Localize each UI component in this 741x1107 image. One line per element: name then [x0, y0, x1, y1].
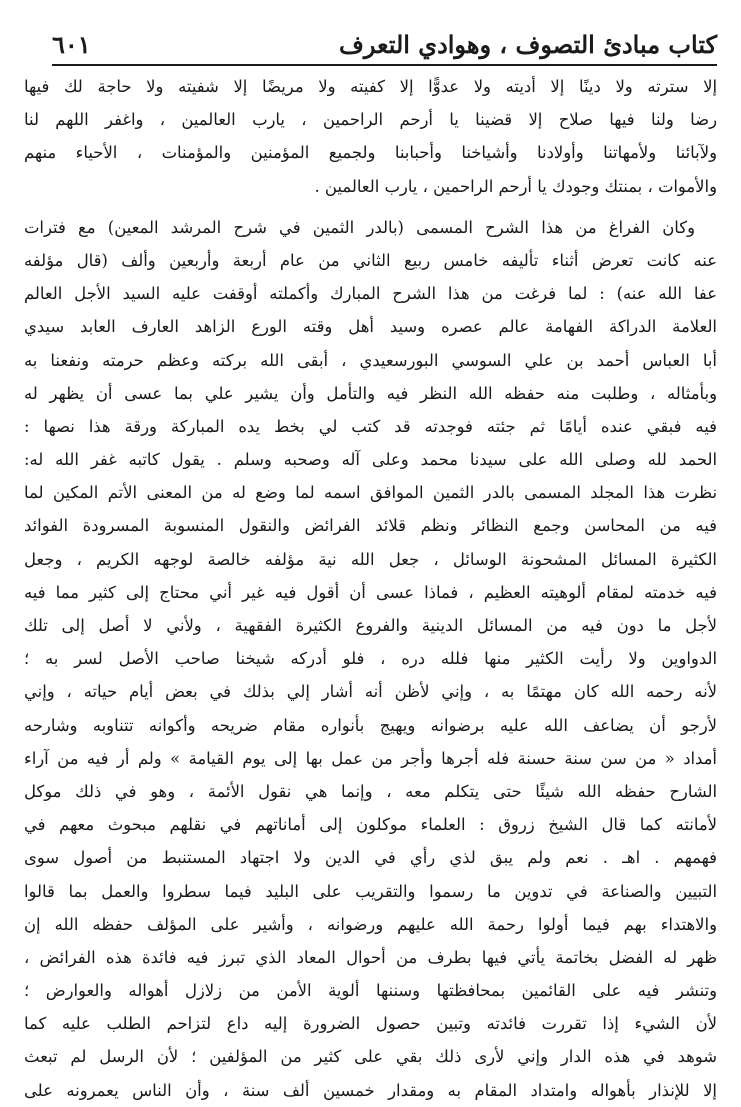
text-line: أمداد « من سن سنة حسنة فله أجرها وأجر من عمل بها إلى يوم القيامة » ولم أر فيه من آراء	[24, 748, 717, 768]
text-line: والاهتداء بهم فيما أولوا رحمة الله عليهم ورضوانه ، وأشير على المؤلف حفظه الله إن	[24, 914, 717, 934]
paragraph-dua	[24, 70, 717, 203]
text-line: العلامة الدراكة الفهامة عالم عصره وسيد أهل وقته الورع الزاهد العارف العابد سيدي	[24, 317, 717, 337]
text-line: الكثيرة المسائل المشحونة الوسائل ، جعل الله نية مؤلفه خالصة لوجهه الكريم ، وجعل	[24, 549, 717, 569]
running-title: كتاب مبادئ التصوف ، وهوادي التعرف	[339, 30, 717, 59]
text-line: نظرت هذا المجلد المسمى بالدر الثمين الموافق اسمه لما وضع له من المعنى الأتم المكين لما	[24, 483, 717, 503]
text-line: الحمد لله وصلى الله على سيدنا محمد وعلى آله وصحبه وسلم . يقول كاتبه غفر الله له:	[24, 450, 717, 470]
text-line: إلا سترته ولا دينًا إلا أديته ولا عدوًّا إلا كفيته ولا مريضًا إلا شفيته ولا حاجة لك فيها	[24, 77, 717, 96]
text-line: رضا ولنا فيها صلاح إلا قضينا يا أرحم الراحمين ، يارب العالمين ، واغفر اللهم لنا	[24, 110, 717, 130]
text-line: شوهد في هذه الدار وإني لأرى ذلك بقي على كثير من المؤلفين ؛ لأن الرسل لم تبعث	[24, 1047, 717, 1067]
text-line: وتنشر فيه على القائمين بمحافظتها وسننها ألوية الأمن من زلازل أهواله والعوارض ؛	[24, 981, 717, 1001]
text-line: التبيين والصناعة في تدوين ما رسموا والتقريب على البليد فيما سطروا والعمل بما قالوا	[24, 881, 717, 901]
text-line: فيه فبقي عنده أيامًا ثم جئته فوجدته قد كتب لي بخط يده المباركة ورقة هذا نصها :	[24, 416, 717, 436]
paragraph-completion	[24, 211, 717, 1107]
text-line: لأن الشيء إذا تقررت فائدته وتبين حصول الضرورة إليه داع لتزاحم الطلب عليه كما	[24, 1014, 717, 1034]
page-body	[24, 70, 717, 1107]
text-line: الدواوين ولا رأيت الكثير منها فلله دره ، فلو أدركه شيخنا صاحب الأصل لسر به ؛	[24, 649, 717, 669]
text-line: ولآبائنا ولأمهاتنا وأولادنا وأشياخنا وأحبابنا ولجميع المؤمنين والمؤمنات ، الأحياء منهم	[24, 143, 717, 163]
text-line: ظهر له الفضل بخاتمة يأتي فيها بطرف من أحوال المعاد الذي تبرز فيه فائدة هذه الفرائض ،	[24, 947, 717, 967]
text-line: الشارح حفظه الله شيئًا حتى يتكلم معه ، وإنما هي نقول الأئمة ، وهو في ذلك موكل	[24, 781, 717, 801]
text-line: لأنه رحمه الله كان مهتمًا به ، وإني لأظن أنه أشار إلي بذلك في بعض أيام حياته ، وإني	[24, 682, 717, 702]
text-line: فهمهم . اهـ . نعم ولم يبق لذي رأي في الدين ولا اجتهاد المستنبط من أصول سوى	[24, 848, 717, 868]
text-line: فيه من المحاسن وجمع النظائر ونظم قلائد الفرائض والنقول المنسوبة المسرودة الفوائد	[24, 516, 717, 536]
page-header	[52, 28, 717, 66]
text-line: وبأمثاله ، وطلبت منه حفظه الله النظر فيه والتأمل وأن يشير علي بما عسى أن يظهر له	[24, 383, 717, 403]
text-line: فيه خدمته لمقام ألوهيته العظيم ، فماذا عسى أن أقول فيه غير أني محتاج إلى كثير مما فيه	[24, 582, 717, 602]
text-line: إلا للإنذار بأهواله وامتداد المقام به ومقدار خمسين ألف سنة ، وأن الناس يعمرونه على	[24, 1080, 717, 1100]
text-line: والأموات ، بمنتك وجودك يا أرحم الراحمين ، يارب العالمين .	[314, 176, 717, 196]
text-line: عفا الله عنه) : لما فرغت من هذا الشرح المبارك وأكملته أوقفت عليه السيد الأجل العالم	[24, 284, 717, 304]
text-line: أبا العباس أحمد بن علي السوسي البورسعيدي ، أبقى الله بركته وعظم حرمته ونفعنا به	[24, 350, 717, 370]
text-line: لأرجو أن يضاعف الله عليه برضوانه ويهيج بأنواره مقام ضريحه وأكوانه تتناوبه وشارحه	[24, 715, 717, 735]
text-line: لأجل ما دون فيه من المسائل الدينية والفروع الكثيرة الفقهية ، ولأني لا أصل إلى تلك	[24, 616, 717, 635]
text-line: لأمانته كما قال الشيخ زروق : العلماء موكلون إلى أماناتهم في نقلهم مبحوث معهم في	[24, 815, 717, 835]
page-number: ٦٠١	[52, 30, 91, 59]
text-line: وكان الفراغ من هذا الشرح المسمى (بالدر الثمين في شرح المرشد المعين) مع فترات	[24, 217, 695, 237]
text-line: عنه كانت تعرض أثناء تأليفه خامس ربيع الثاني من عام أربعة وأربعين وألف (قال مؤلفه	[24, 250, 717, 270]
